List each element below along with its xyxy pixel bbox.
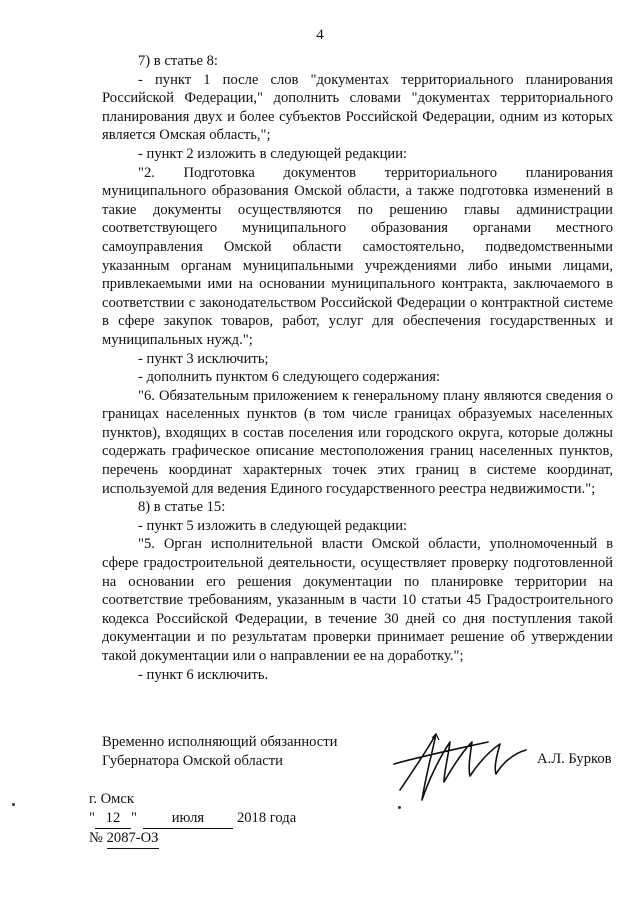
date-day: 12 — [95, 809, 131, 829]
signatory-name: А.Л. Бурков — [537, 751, 612, 767]
city: г. Омск — [89, 791, 134, 807]
law-number-line — [89, 829, 296, 849]
document-body — [102, 52, 613, 684]
page-number: 4 — [316, 27, 324, 43]
date-line: " 12 " июля 2018 года — [89, 809, 296, 829]
number-prefix: № — [89, 830, 103, 846]
scan-speck — [12, 803, 15, 806]
signatory-title-line2: Губернатора Омской области — [102, 752, 283, 769]
body-paragraph: "5. Орган исполнительной власти Омской области, уполномоченный в сфере градостроительной деятельности, осуществляет проверку подготовленной на основании его решения документации по планировке территории на соответствие требованиям, указанным в части 10 статьи 45 Градостроительного кодекса Российской Федерации, в течение 30 дней со дня поступления такой документации и по результатам проверки принимает решение об утверждении такой документации или о направлении ее на доработку."; — [102, 536, 613, 664]
signatory-title-line1: Временно исполняющий обязанности — [102, 734, 338, 750]
body-paragraph: "6. Обязательным приложением к генеральному плану являются сведения о границах населенных пунктов (в том числе границах образуемых населенных пунктов), входящих в состав поселения или городского округа, которые должны содержать графическое описание местоположения границ населенных пунктов, перечень координат характерных точек этих границ в системе координат, используемой для ведения Единого государственного реестра недвижимости."; — [102, 387, 613, 497]
signatory-title — [102, 733, 337, 770]
place-date-block — [89, 790, 296, 849]
date-month: июля — [143, 809, 233, 829]
body-paragraph: 7) в статье 8: — [138, 53, 218, 69]
date-year: 2018 года — [236, 810, 297, 826]
body-paragraph: - пункт 2 изложить в следующей редакции: — [138, 145, 408, 162]
body-paragraph: - пункт 6 исключить. — [138, 666, 269, 683]
body-paragraph: - пункт 1 после слов "документах территориального планирования Российской Федерации," дополнить словами "документах территориального планирования двух и более субъектов Российской Федерации, одним из которых является Омская область,"; — [102, 71, 613, 144]
law-number: 2087-ОЗ — [107, 829, 159, 849]
body-paragraph: - пункт 5 изложить в следующей редакции: — [138, 517, 408, 534]
body-paragraph: 8) в статье 15: — [138, 499, 226, 516]
body-paragraph: - пункт 3 исключить; — [138, 350, 269, 367]
body-paragraph: "2. Подготовка документов территориального планирования муниципального образования Омской области, а также подготовка изменений в такие документы осуществляются по решению главы администрации соответствующего муниципального образования органами местного самоуправления Омской области самостоятельно, подведомственными указанным органам муниципальными учреждениями либо иными лицами, привлекаемыми ими на основании муниципального контракта, заключаемого в соответствии с законодательством Российской Федерации о контрактной системе в сфере закупок товаров, работ, услуг для обеспечения государственных и муниципальных нужд."; — [102, 164, 613, 348]
handwritten-signature — [392, 712, 542, 812]
body-paragraph: - дополнить пунктом 6 следующего содержания: — [138, 369, 441, 386]
scan-speck — [398, 806, 401, 809]
